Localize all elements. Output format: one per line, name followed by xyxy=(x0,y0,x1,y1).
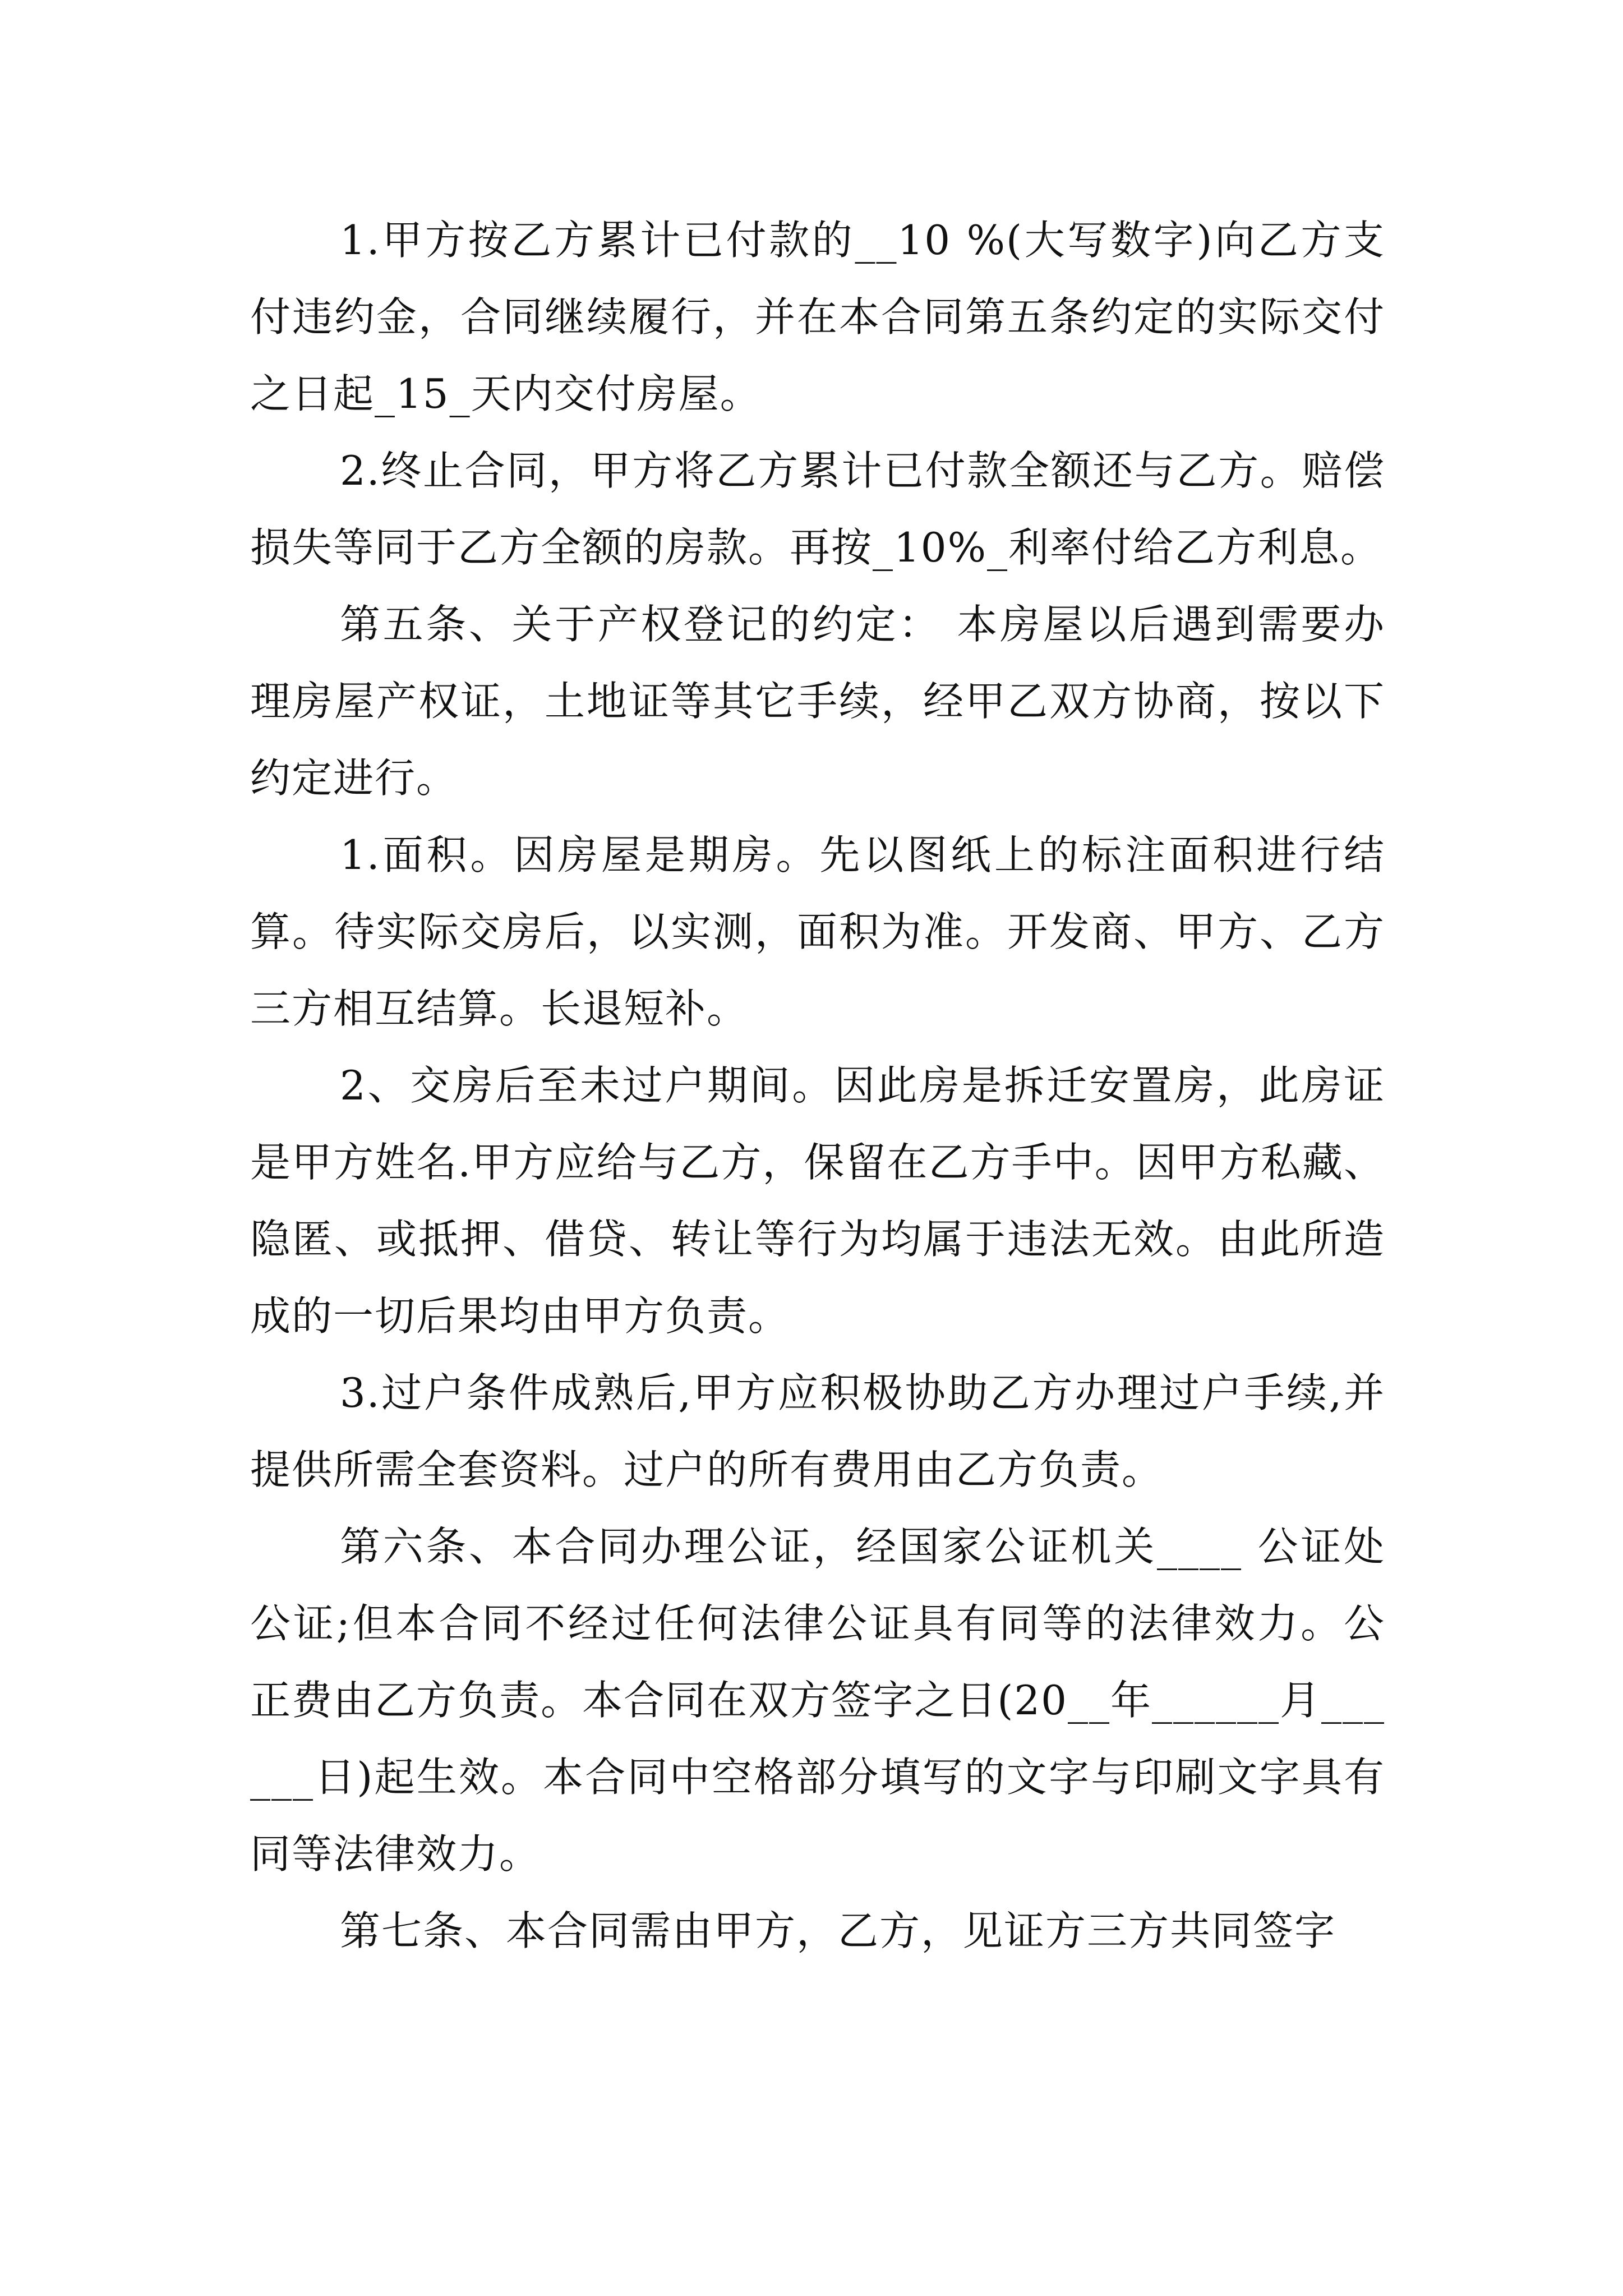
paragraph-terminate-contract: 2.终止合同，甲方将乙方累计已付款全额还与乙方。赔偿损失等同于乙方全额的房款。再按_10%_利率付给乙方利息。 xyxy=(250,447,1385,571)
paragraph-penalty-continue: 1.甲方按乙方累计已付款的__10 %(大写数字)向乙方支付违约金，合同继续履行，并在本合同第五条约定的实际交付之日起_15_天内交付房屋。 xyxy=(250,217,1385,417)
paragraph-article-6: 第六条、本合同办理公证，经国家公证机关____ 公证处公证;但本合同不经过任何法律公证具有同等的法律效力。公正费由乙方负责。本合同在双方签字之日(20__年______月______日)起生效。本合同中空格部分填写的文字与印刷文字具有同等法律效力。 xyxy=(250,1523,1385,1878)
paragraph-article-7: 第七条、本合同需由甲方，乙方，见证方三方共同签字 xyxy=(340,1907,1336,1954)
paragraph-article-5: 第五条、关于产权登记的约定： 本房屋以后遇到需要办理房屋产权证，土地证等其它手续，经甲乙双方协商，按以下约定进行。 xyxy=(250,601,1385,802)
document-body xyxy=(250,202,1385,1970)
paragraph-transfer-conditions: 3.过户条件成熟后,甲方应积极协助乙方办理过户手续,并提供所需全套资料。过户的所有费用由乙方负责。 xyxy=(250,1369,1385,1493)
paragraph-area: 1.面积。因房屋是期房。先以图纸上的标注面积进行结算。待实际交房后，以实测，面积为准。开发商、甲方、乙方三方相互结算。长退短补。 xyxy=(250,831,1385,1032)
paragraph-before-transfer: 2、交房后至未过户期间。因此房是拆迁安置房，此房证是甲方姓名.甲方应给与乙方，保留在乙方手中。因甲方私藏、隐匿、或抵押、借贷、转让等行为均属于违法无效。由此所造成的一切后果均由甲方负责。 xyxy=(250,1062,1385,1340)
